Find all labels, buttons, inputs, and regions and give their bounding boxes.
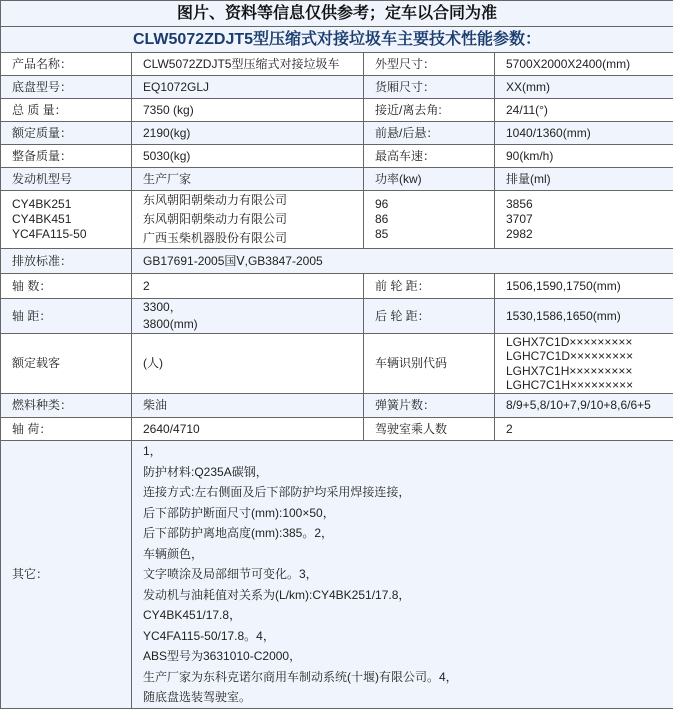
value: 排量(ml) <box>495 168 673 191</box>
table-row <box>1 418 673 441</box>
value: 2190(kg) <box>132 122 364 145</box>
value: 5030(kg) <box>132 145 364 168</box>
note-line: 1， <box>143 441 673 462</box>
engine-maker: 东风朝阳朝柴动力有限公司 <box>143 191 363 210</box>
note-line: 发动机与油耗值对关系为(L/km):CY4BK251/17.8， <box>143 585 673 606</box>
engine-models <box>1 191 132 249</box>
label: 前悬/后悬： <box>364 122 495 145</box>
engine-model: YC4FA115-50 <box>12 227 131 242</box>
value: 1530,1586,1650(mm) <box>495 299 673 334</box>
table-row <box>1 99 673 122</box>
note-line: ABS型号为3631010-C2000， <box>143 646 673 667</box>
value: 2 <box>132 274 364 299</box>
label: 驾驶室乘人数 <box>364 418 495 441</box>
power-value: 85 <box>375 227 494 242</box>
value: 生产厂家 <box>132 168 364 191</box>
table-row <box>1 168 673 191</box>
vin-code: LGHX7C1H××××××××× <box>506 364 673 379</box>
wheelbase-line: 3800(mm) <box>143 316 363 333</box>
vin-code: LGHC7C1H××××××××× <box>506 378 673 393</box>
note-line: 防护材料:Q235A碳钢， <box>143 462 673 483</box>
label: 轴 数： <box>1 274 132 299</box>
label: 燃料种类： <box>1 394 132 418</box>
note-line: 连接方式:左右侧面及后下部防护均采用焊接连接， <box>143 482 673 503</box>
value: XX(mm) <box>495 76 673 99</box>
note-line: 随底盘选装驾驶室。 <box>143 687 673 708</box>
value: (人) <box>132 334 364 394</box>
power-value: 96 <box>375 197 494 212</box>
value: GB17691-2005国Ⅴ,GB3847-2005 <box>132 249 673 274</box>
label: 轴 距： <box>1 299 132 334</box>
label: 整备质量： <box>1 145 132 168</box>
value: 24/11(°) <box>495 99 673 122</box>
note-line: 生产厂家为东科克诺尔商用车制动系统(十堰)有限公司。4， <box>143 667 673 688</box>
value: 5700X2000X2400(mm) <box>495 53 673 76</box>
note-line: 后下部防护离地高度(mm):385。2， <box>143 523 673 544</box>
note-line: 车辆颜色， <box>143 544 673 565</box>
value: 柴油 <box>132 394 364 418</box>
table-row <box>1 274 673 299</box>
label: 前 轮 距： <box>364 274 495 299</box>
engine-maker: 东风朝阳朝柴动力有限公司 <box>143 210 363 229</box>
note-line: 文字喷涂及局部细节可变化。3， <box>143 564 673 585</box>
page-title: CLW5072ZDJT5型压缩式对接垃圾车主要技术性能参数： <box>1 27 673 53</box>
other-row <box>1 441 673 709</box>
value: 1040/1360(mm) <box>495 122 673 145</box>
label: 产品名称： <box>1 53 132 76</box>
label: 货厢尺寸： <box>364 76 495 99</box>
note-line: 后下部防护断面尺寸(mm):100×50， <box>143 503 673 524</box>
note-line: CY4BK451/17.8， <box>143 605 673 626</box>
vin-list <box>495 334 673 394</box>
engine-power <box>364 191 495 249</box>
table-row <box>1 145 673 168</box>
displacement-value: 3856 <box>506 197 673 212</box>
value <box>132 299 364 334</box>
label: 轴 荷： <box>1 418 132 441</box>
value: 7350 (kg) <box>132 99 364 122</box>
engine-makers <box>132 191 364 249</box>
label: 排放标准： <box>1 249 132 274</box>
engine-displacement <box>495 191 673 249</box>
label: 弹簧片数： <box>364 394 495 418</box>
table-row <box>1 334 673 394</box>
vin-code: LGHX7C1D××××××××× <box>506 335 673 350</box>
engine-row <box>1 191 673 249</box>
engine-model: CY4BK251 <box>12 197 131 212</box>
label: 车辆识别代码 <box>364 334 495 394</box>
engine-maker: 广西玉柴机器股份有限公司 <box>143 229 363 248</box>
value: 2640/4710 <box>132 418 364 441</box>
table-row <box>1 53 673 76</box>
value: 90(km/h) <box>495 145 673 168</box>
label: 接近/离去角: <box>364 99 495 122</box>
note-line: YC4FA115-50/17.8。4， <box>143 626 673 647</box>
label: 额定质量： <box>1 122 132 145</box>
label: 总 质 量： <box>1 99 132 122</box>
table-row <box>1 122 673 145</box>
table-row <box>1 394 673 418</box>
value: CLW5072ZDJT5型压缩式对接垃圾车 <box>132 53 364 76</box>
label: 最高车速： <box>364 145 495 168</box>
table-row <box>1 299 673 334</box>
other-notes <box>132 441 673 709</box>
displacement-value: 3707 <box>506 212 673 227</box>
label: 额定载客 <box>1 334 132 394</box>
notice-banner: 图片、资料等信息仅供参考；定车以合同为准 <box>1 1 673 27</box>
label: 发动机型号 <box>1 168 132 191</box>
label: 功率(kw) <box>364 168 495 191</box>
table-row <box>1 249 673 274</box>
value: 8/9+5,8/10+7,9/10+8,6/6+5 <box>495 394 673 418</box>
label: 底盘型号： <box>1 76 132 99</box>
displacement-value: 2982 <box>506 227 673 242</box>
label: 其它： <box>1 441 132 709</box>
label: 外型尺寸： <box>364 53 495 76</box>
value: EQ1072GLJ <box>132 76 364 99</box>
label: 后 轮 距： <box>364 299 495 334</box>
value: 2 <box>495 418 673 441</box>
vin-code: LGHC7C1D××××××××× <box>506 349 673 364</box>
table-row <box>1 76 673 99</box>
value: 1506,1590,1750(mm) <box>495 274 673 299</box>
wheelbase-line: 3300， <box>143 299 363 316</box>
engine-model: CY4BK451 <box>12 212 131 227</box>
power-value: 86 <box>375 212 494 227</box>
